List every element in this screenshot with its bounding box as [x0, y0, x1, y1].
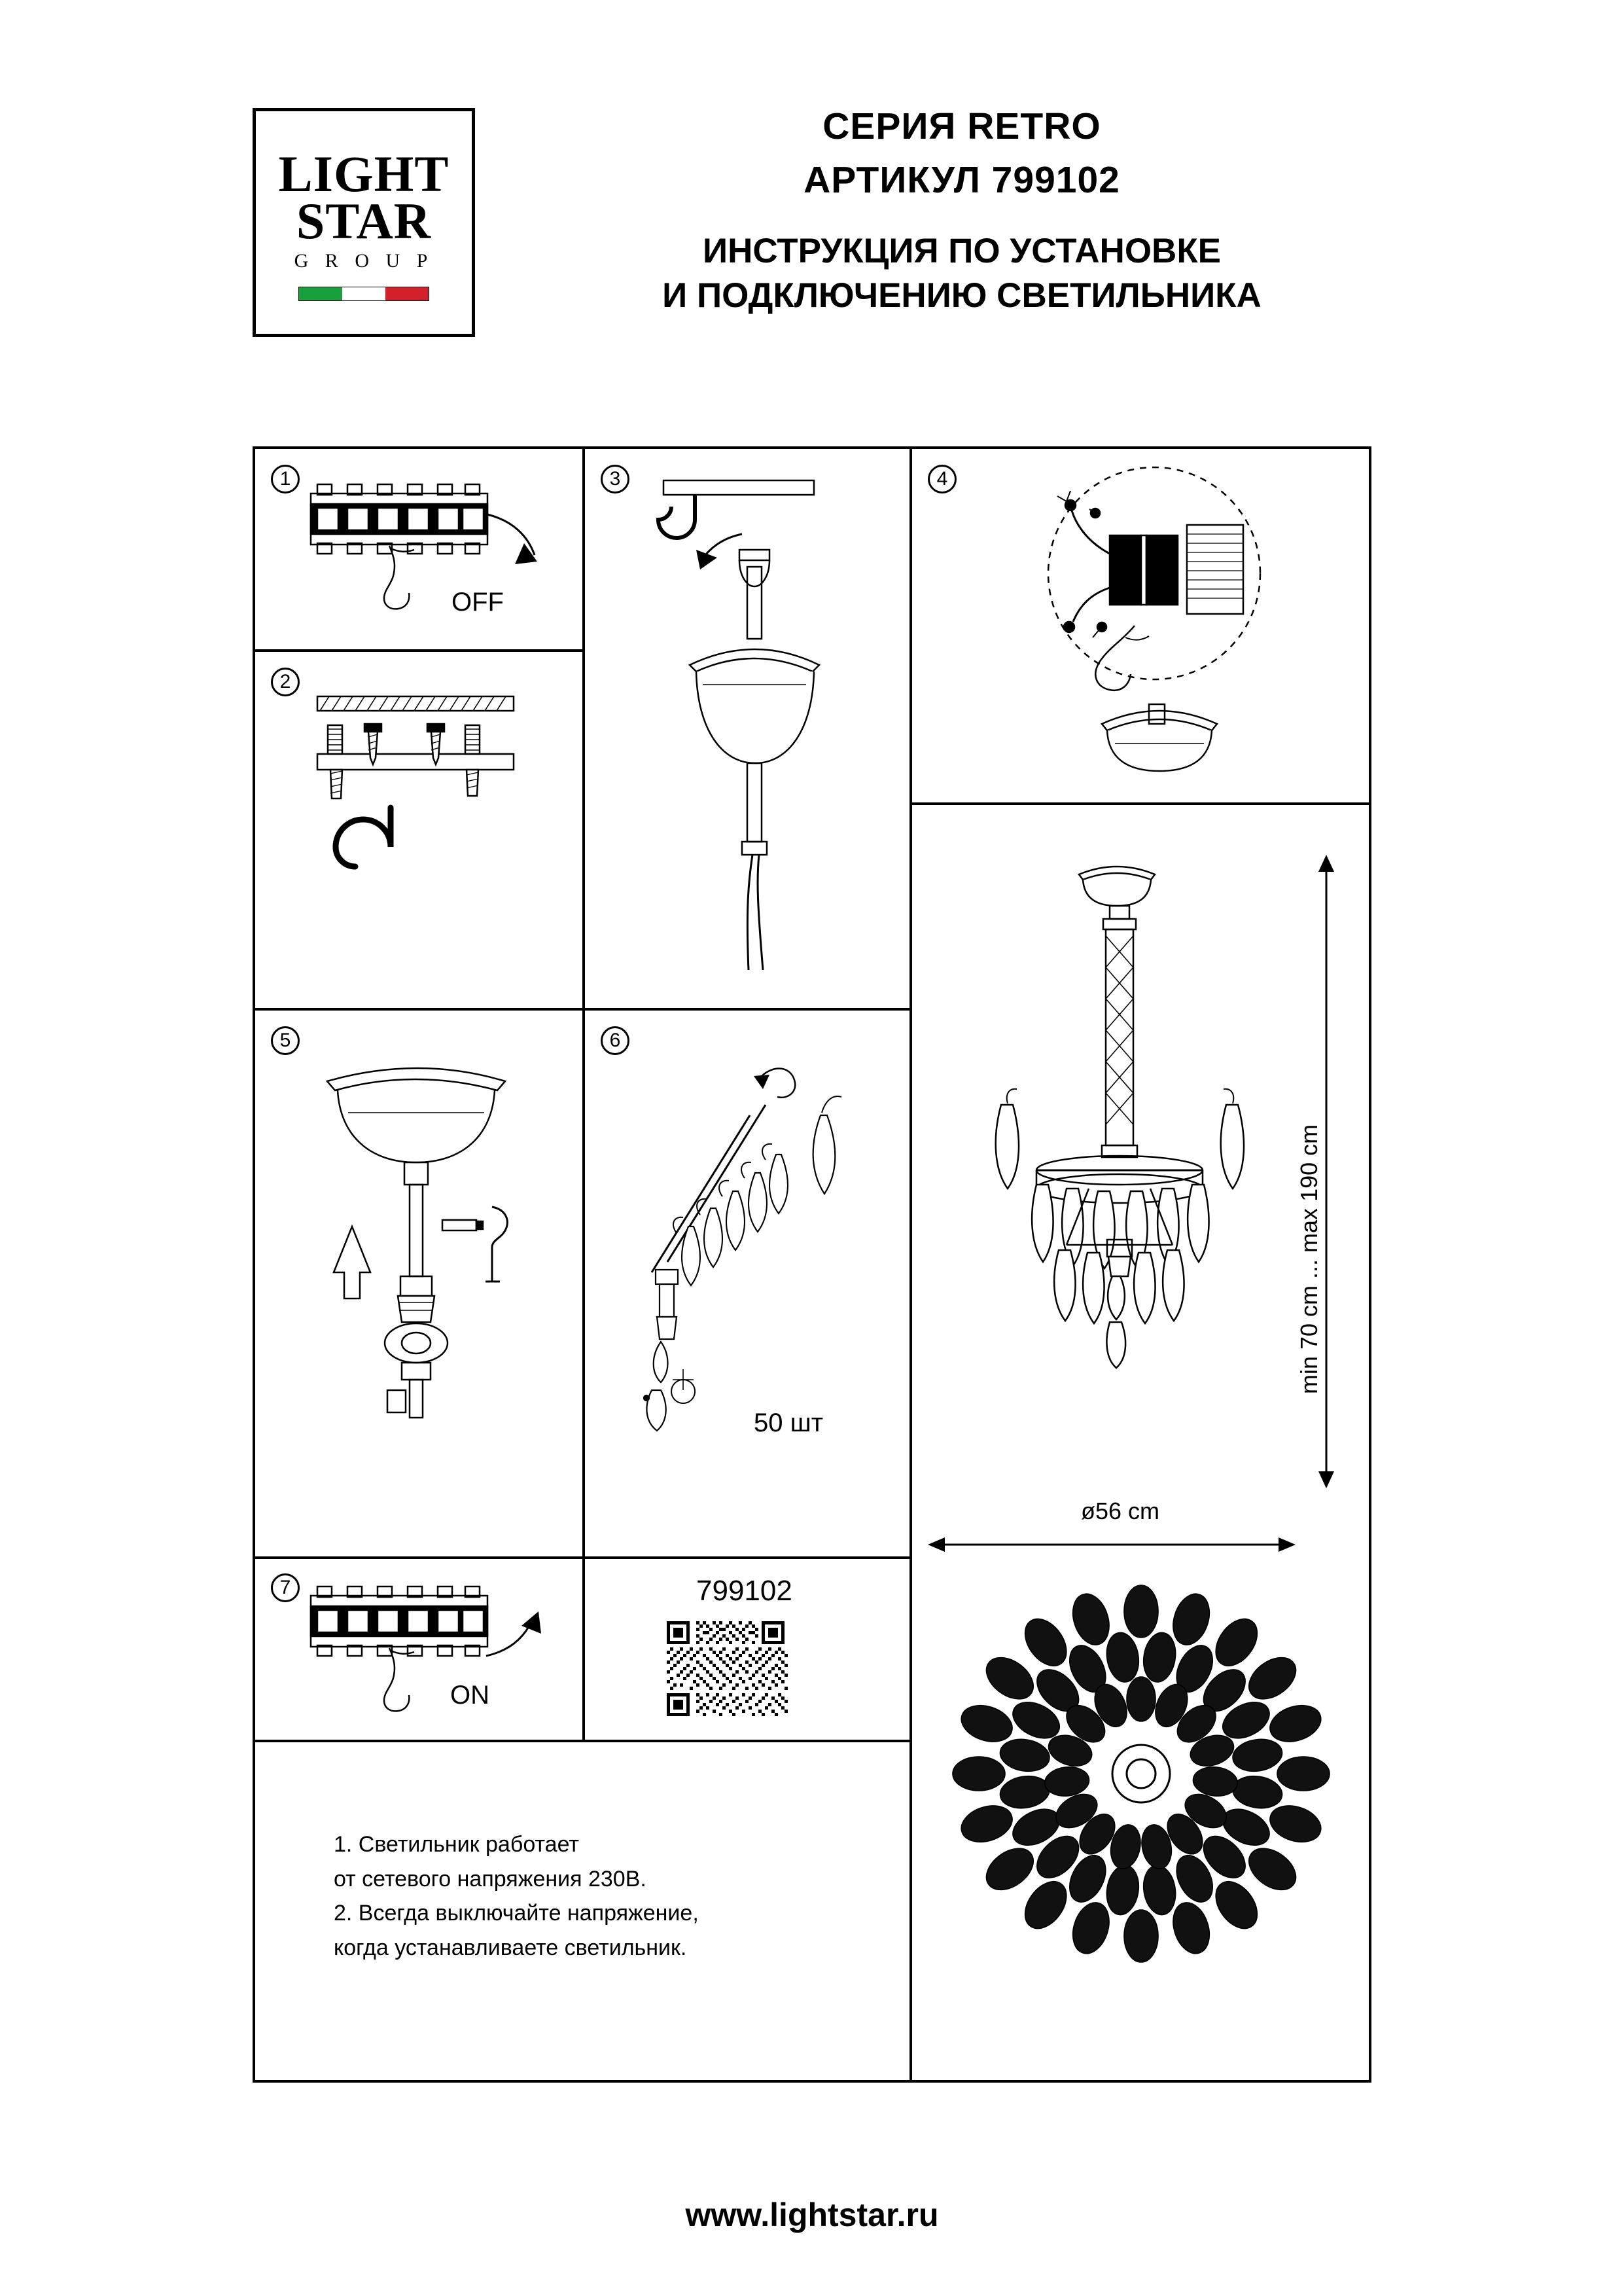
step-7-cell [255, 1559, 582, 1740]
footer-website: www.lightstar.ru [685, 2197, 939, 2233]
step-6-crystal-illustration [605, 1037, 892, 1495]
step-2-mounting-illustration [291, 691, 573, 953]
instruction-grid [253, 446, 1371, 2083]
product-bottom-view [938, 1571, 1344, 1977]
step-5-cell [255, 1011, 582, 1556]
qr-code [663, 1618, 827, 1723]
step-3-cell [585, 449, 909, 1008]
step-4-cell [912, 449, 1371, 802]
step-7-number: 7 [271, 1573, 300, 1602]
product-drawing-cell [912, 805, 1371, 2080]
step-4-terminal-illustration [938, 462, 1357, 776]
step-5-number: 5 [271, 1026, 300, 1055]
page-header [0, 92, 1624, 380]
step-5-assembly-illustration [288, 1050, 569, 1534]
logo-group-label: G R O U P [294, 249, 434, 272]
step-1-caption: OFF [451, 588, 504, 617]
step-1-breaker-illustration [291, 475, 566, 626]
step-6-number: 6 [601, 1026, 629, 1055]
product-side-view [938, 844, 1305, 1505]
step-2-cell [255, 652, 582, 1008]
notes-cell [255, 1742, 909, 2080]
note-line-3: 2. Всегда выключайте напряжение, [334, 1901, 699, 1926]
diameter-dimension-label: ø56 cm [1081, 1498, 1160, 1524]
series-line: СЕРИЯ RETRO [822, 105, 1101, 147]
header-text-block [497, 105, 1426, 318]
brand-logo [253, 108, 475, 337]
logo-line-1: LIGHT [278, 145, 450, 203]
qr-cell [585, 1559, 909, 1740]
step-6-cell [585, 1011, 909, 1556]
note-line-4: когда устанавливаете светильник. [334, 1935, 687, 1961]
instruction-title-line-2: И ПОДКЛЮЧЕНИЮ СВЕТИЛЬНИКА [662, 276, 1262, 315]
italian-flag-icon [298, 287, 429, 301]
instruction-title-line-1: ИНСТРУКЦИЯ ПО УСТАНОВКЕ [702, 232, 1222, 270]
step-6-caption: 50 шт [754, 1408, 824, 1437]
logo-line-2: STAR [296, 192, 432, 249]
step-4-number: 4 [928, 465, 957, 493]
notes-block [334, 1827, 699, 1965]
note-line-1: 1. Светильник работает [334, 1832, 579, 1857]
diameter-dimension-line [925, 1532, 1298, 1558]
step-1-cell [255, 449, 582, 649]
qr-article-label: 799102 [696, 1575, 792, 1607]
step-3-canopy-illustration [624, 469, 899, 973]
step-3-number: 3 [601, 465, 629, 493]
note-line-2: от сетевого напряжения 230В. [334, 1866, 646, 1892]
article-line: АРТИКУЛ 799102 [803, 159, 1120, 201]
step-1-number: 1 [271, 465, 300, 493]
step-7-caption: ON [450, 1681, 489, 1710]
height-dimension-label: min 70 cm ... max 190 cm [1296, 1124, 1322, 1394]
step-7-breaker-illustration [291, 1579, 566, 1723]
step-2-number: 2 [271, 668, 300, 696]
